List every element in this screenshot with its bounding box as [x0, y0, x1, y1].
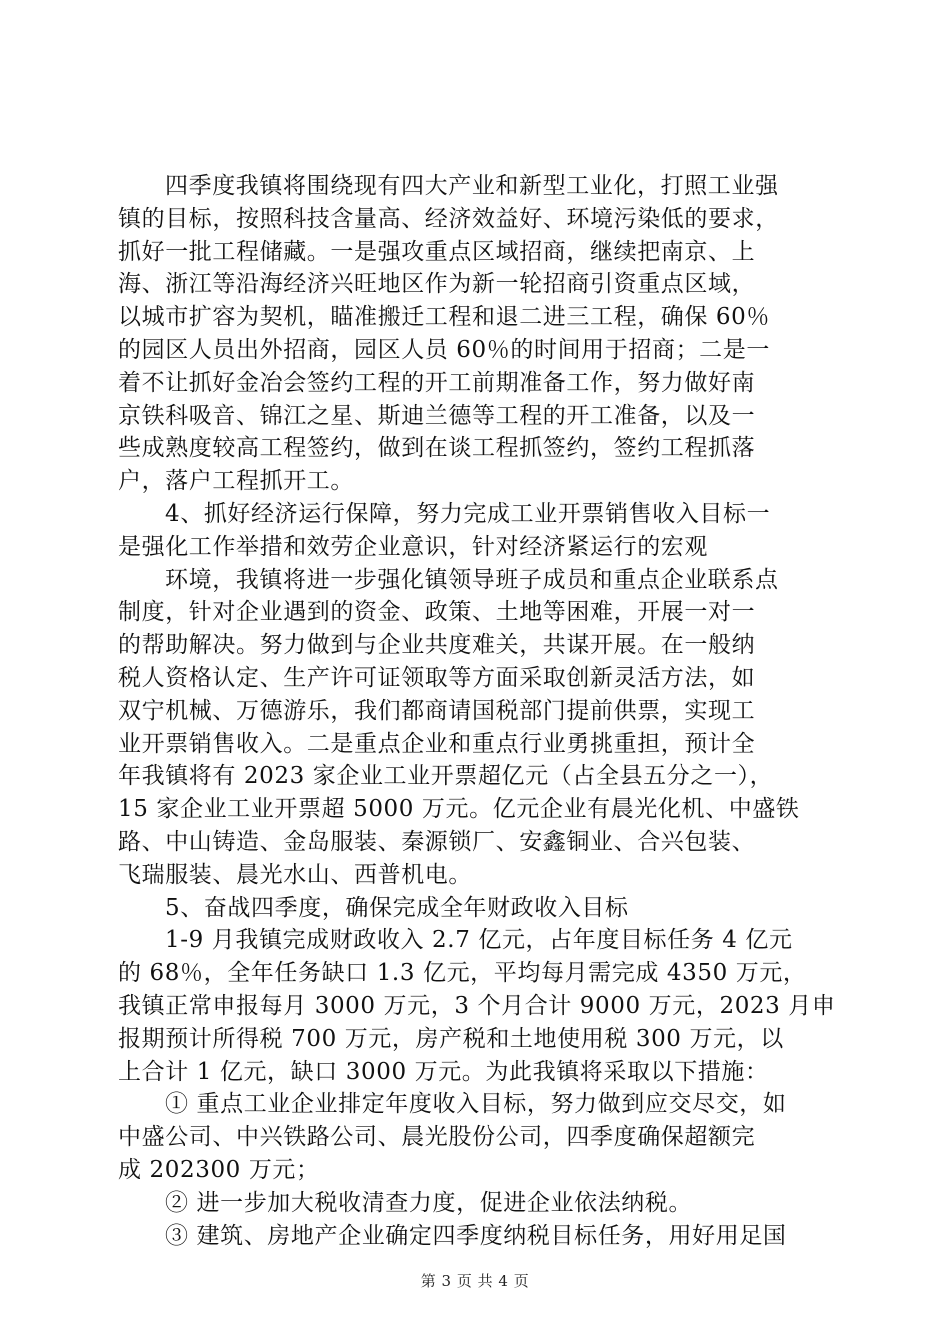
text-line: 报期预计所得税 700 万元，房产税和土地使用税 300 万元，以 — [118, 1025, 784, 1052]
text-line: 四季度我镇将围绕现有四大产业和新型工业化，打照工业强 — [165, 173, 779, 199]
text-line: 的帮助解决。努力做到与企业共度难关，共谋开展。在一般纳 — [118, 632, 756, 659]
text-line: 年我镇将有 2023 家企业工业开票超亿元（占全县五分之一）， — [118, 763, 774, 790]
text-line: 镇的目标，按照科技含量高、经济效益好、环境污染低的要求， — [118, 205, 779, 232]
text-line: 抓好一批工程储藏。一是强攻重点区域招商，继续把南京、上 — [118, 238, 756, 265]
text-line: 飞瑞服装、晨光水山、西普机电。 — [118, 861, 472, 888]
text-line: 海、浙江等沿海经济兴旺地区作为新一轮招商引资重点区域， — [118, 271, 756, 298]
text-line: 是强化工作举措和效劳企业意识，针对经济紧运行的宏观 — [118, 533, 708, 560]
text-line: 的 68％，全年任务缺口 1.3 亿元，平均每月需完成 4350 万元， — [118, 960, 807, 987]
page-footer: 第 3 页 共 4 页 — [420, 1272, 530, 1290]
text-line: ① 重点工业企业排定年度收入目标，努力做到应交尽交，如 — [165, 1091, 787, 1118]
text-line: 我镇正常申报每月 3000 万元，3 个月合计 9000 万元，2023 月申 — [118, 992, 836, 1019]
text-line: 4、抓好经济运行保障，努力完成工业开票销售收入目标一 — [165, 500, 771, 527]
text-line: 15 家企业工业开票超 5000 万元。亿元企业有晨光化机、中盛铁 — [118, 796, 800, 823]
text-line: 京铁科吸音、锦江之星、斯迪兰德等工程的开工准备，以及一 — [118, 402, 756, 429]
text-line: 路、中山铸造、金岛服装、秦源锁厂、安鑫铜业、合兴包装、 — [118, 828, 756, 855]
text-line: 成 202300 万元； — [118, 1156, 320, 1183]
text-line: 些成熟度较高工程签约，做到在谈工程抓签约，签约工程抓落 — [118, 435, 756, 462]
text-line: 户，落户工程抓开工。 — [118, 468, 354, 495]
text-line: 税人资格认定、生产许可证领取等方面采取创新灵活方法，如 — [118, 664, 756, 691]
text-line: ② 进一步加大税收清查力度，促进企业依法纳税。 — [165, 1189, 693, 1216]
document-body — [118, 170, 838, 1252]
text-line: 双宁机械、万德游乐，我们都商请国税部门提前供票，实现工 — [118, 697, 756, 724]
text-line: 业开票销售收入。二是重点企业和重点行业勇挑重担，预计全 — [118, 730, 756, 757]
text-line: 制度，针对企业遇到的资金、政策、土地等困难，开展一对一 — [118, 599, 756, 626]
text-line: 5、奋战四季度，确保完成全年财政收入目标 — [165, 894, 629, 921]
text-line: 上合计 1 亿元，缺口 3000 万元。为此我镇将采取以下措施： — [118, 1058, 769, 1085]
text-line: ③ 建筑、房地产企业确定四季度纳税目标任务，用好用足国 — [165, 1222, 787, 1249]
text-line: 的园区人员出外招商，园区人员 60％的时间用于招商；二是一 — [118, 336, 770, 363]
text-line: 以城市扩容为契机，瞄准搬迁工程和退二进三工程，确保 60％ — [118, 304, 770, 331]
text-line: 中盛公司、中兴铁路公司、晨光股份公司，四季度确保超额完 — [118, 1124, 756, 1151]
text-line: 着不让抓好金冶会签约工程的开工前期准备工作，努力做好南 — [118, 369, 756, 396]
text-line: 1-9 月我镇完成财政收入 2.7 亿元，占年度目标任务 4 亿元 — [165, 927, 793, 954]
text-line: 环境，我镇将进一步强化镇领导班子成员和重点企业联系点 — [165, 566, 779, 593]
